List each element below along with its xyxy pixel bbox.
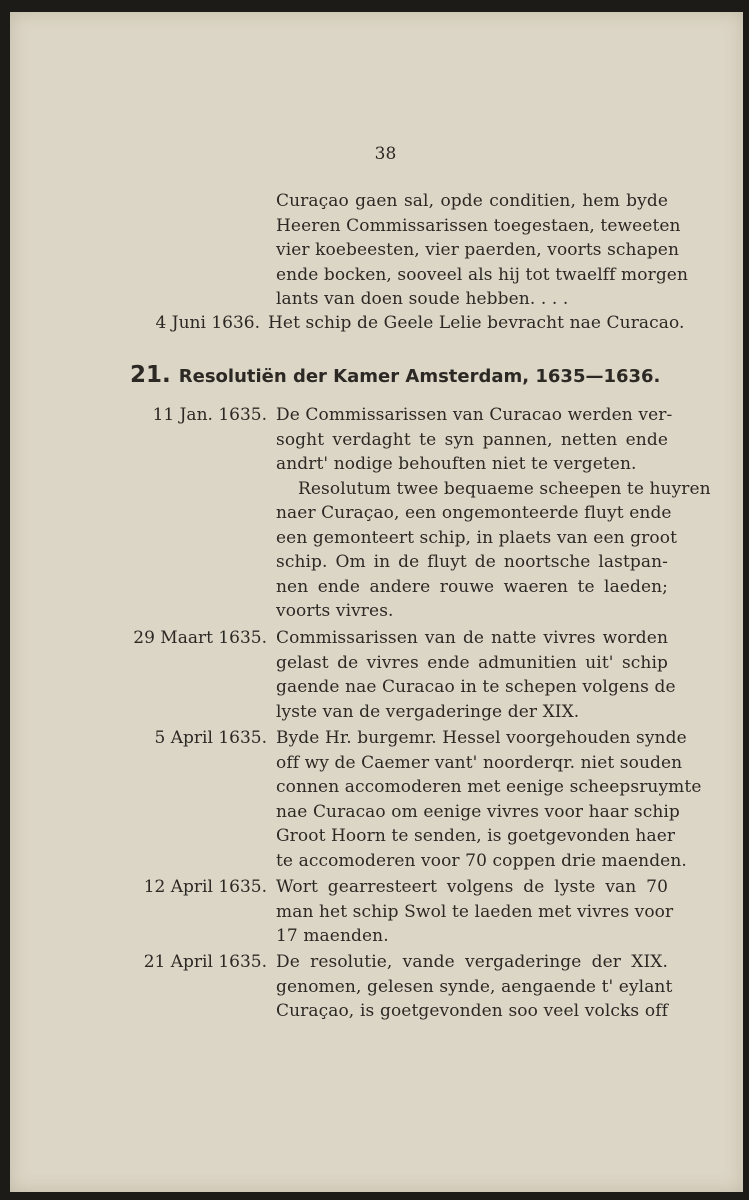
- text-line: andrt' nodige behouften niet te vergeten.: [276, 454, 637, 474]
- section-number: 21.: [130, 362, 171, 388]
- text-line: Curaçao gaen sal, opde conditien, hem byde: [276, 191, 668, 211]
- text-line: 17 maenden.: [276, 926, 389, 946]
- entry-text: [276, 726, 702, 873]
- section-title: Resolutiën der Kamer Amsterdam, 1635—1636.: [178, 366, 661, 387]
- text-line: schip. Om in de fluyt de noortsche lastpan-: [276, 552, 668, 572]
- text-line: een gemonteert schip, in plaets van een groot: [276, 527, 677, 548]
- entry-date: 11 Jan. 1635.: [152, 405, 267, 425]
- section-heading: [130, 362, 690, 388]
- text-line: De Commissarissen van Curacao werden ver-: [276, 405, 673, 425]
- text-line: Heeren Commissarissen toegestaen, teweeten: [276, 215, 681, 236]
- text-line: gaende nae Curacao in te schepen volgens de: [276, 677, 676, 697]
- text-line: lyste van de vergaderinge der XIX.: [276, 701, 580, 722]
- text-line: ende bocken, sooveel als hij tot twaelff morgen: [276, 264, 689, 285]
- text-line: Commissarissen van de natte vivres worden: [276, 628, 668, 648]
- text-line: soght verdaght te syn pannen, netten ende: [276, 429, 668, 450]
- intro-date-text: [268, 311, 685, 336]
- text-line: lants van doen soude hebben. . . .: [276, 289, 569, 309]
- text-line: Het schip de Geele Lelie bevracht nae Curacao.: [268, 313, 685, 333]
- text-line: gelast de vivres ende admunitien uit' schip: [276, 652, 668, 673]
- text-line: off wy de Caemer vant' noorderqr. niet souden: [276, 752, 683, 773]
- entry-date: 4 Juni 1636.: [155, 313, 260, 333]
- entry-text: [276, 950, 673, 1024]
- text-line: man het schip Swol te laeden met vivres voor: [276, 901, 674, 922]
- page-number: 38: [374, 144, 397, 164]
- text-line: genomen, gelesen synde, aengaende t' eylant: [276, 976, 673, 997]
- text-line: Resolutum twee bequaeme scheepen te huyren: [298, 478, 711, 499]
- text-line: connen accomoderen met eenige scheepsruymte: [276, 777, 702, 797]
- entry-text: [276, 403, 711, 624]
- text-line: te accomoderen voor 70 coppen drie maenden.: [276, 850, 687, 871]
- text-line: naer Curaçao, een ongemonteerde fluyt ende: [276, 503, 672, 523]
- intro-paragraph: [276, 189, 689, 312]
- text-line: Curaçao, is goetgevonden soo veel volcks off: [276, 1001, 668, 1021]
- entry-date: 21 April 1635.: [143, 952, 267, 972]
- text-line: vier koebeesten, vier paerden, voorts schapen: [276, 240, 680, 260]
- text-line: nen ende andere rouwe waeren te laeden;: [276, 576, 668, 597]
- text-line: Wort gearresteert volgens de lyste van 70: [276, 877, 668, 897]
- text-line: Groot Hoorn te senden, is goetgevonden haer: [276, 826, 676, 846]
- book-page: [10, 12, 743, 1192]
- text-line: Byde Hr. burgemr. Hessel voorgehouden synde: [276, 728, 687, 748]
- text-line: nae Curacao om eenige vivres voor haar schip: [276, 801, 680, 822]
- entry-date: 12 April 1635.: [143, 877, 267, 897]
- text-line: voorts vivres.: [276, 601, 394, 621]
- entry-text: [276, 875, 674, 949]
- text-line: De resolutie, vande vergaderinge der XIX.: [276, 952, 668, 972]
- entry-date: 5 April 1635.: [154, 728, 267, 748]
- entry-date: 29 Maart 1635.: [133, 628, 267, 648]
- entry-text: [276, 626, 676, 724]
